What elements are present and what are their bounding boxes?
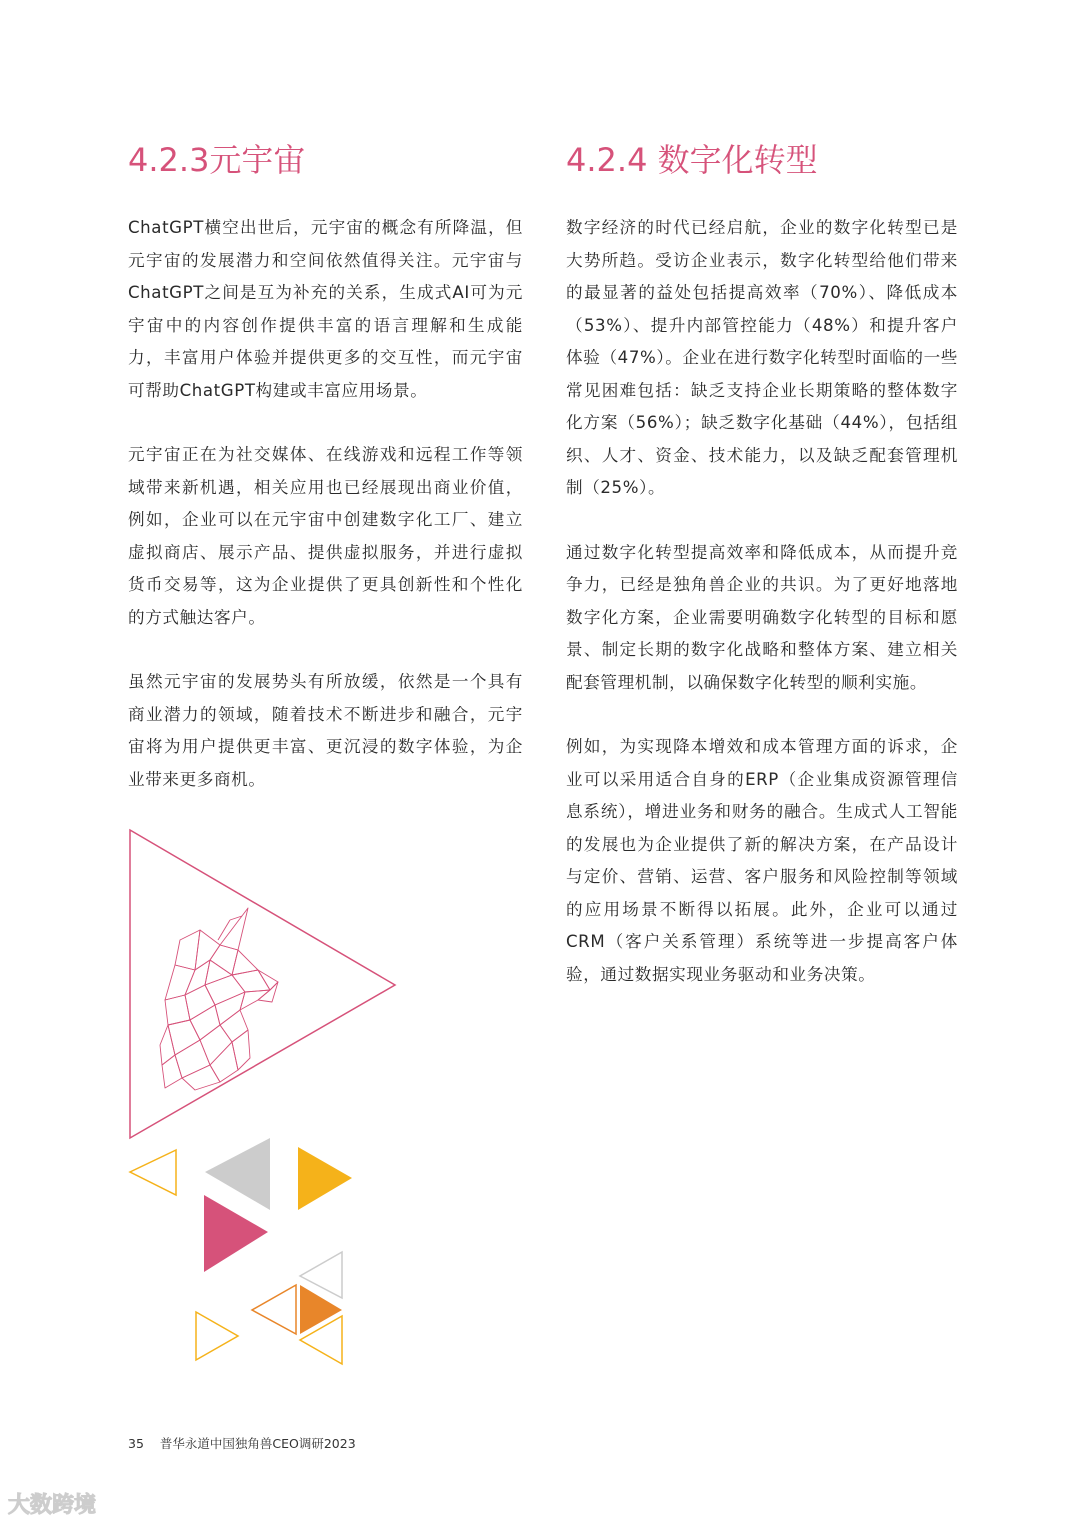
page-footer [128,1434,356,1452]
section-heading-digital-transformation: 4.2.4 数字化转型 [566,141,818,179]
paragraph: 数字经济的时代已经启航，企业的数字化转型已是大势所趋。受访企业表示，数字化转型给他们带来的最显著的益处包括提高效率（70%）、降低成本（53%）、提升内部管控能力（48%）和提升客户体验（47%）。企业在进行数字化转型时面临的一些常见困难包括：缺乏支持企业长期策略的整体数字化方案（56%）；缺乏数字化基础（44%），包括组织、人才、资金、技术能力，以及缺乏配套管理机制（25%）。 [566,218,958,497]
yellow-outline-triangle-small [196,1312,238,1360]
paragraph: 元宇宙正在为社交媒体、在线游戏和远程工作等领域带来新机遇，相关应用也已经展现出商业价值，例如，企业可以在元宇宙中创建数字化工厂、建立虚拟商店、展示产品、提供虚拟服务，并进行虚拟货币交易等，这为企业提供了更具创新性和个性化的方式触达客户。 [128,445,523,627]
paragraph: 虽然元宇宙的发展势头有所放缓，依然是一个具有商业潜力的领域，随着技术不断进步和融合，元宇宙将为用户提供更丰富、更沉浸的数字体验，为企业带来更多商机。 [128,672,523,789]
paragraph: ChatGPT横空出世后，元宇宙的概念有所降温，但元宇宙的发展潜力和空间依然值得关注。元宇宙与ChatGPT之间是互为补充的关系，生成式AI可为元宇宙中的内容创作提供丰富的语言理解和生成能力，丰富用户体验并提供更多的交互性，而元宇宙可帮助ChatGPT构建或丰富应用场景。 [128,218,523,400]
watermark-logo: 大数跨境 [8,1493,97,1518]
yellow-outline-triangle [130,1150,176,1195]
section-heading-metaverse: 4.2.3元宇宙 [128,141,306,179]
left-paragraphs [128,212,523,828]
paragraph: 通过数字化转型提高效率和降低成本，从而提升竞争力，已经是独角兽企业的共识。为了更好地落地数字化方案，企业需要明确数字化转型的目标和愿景、制定长期的数字化战略和整体方案、建立相关配套管理机制，以确保数字化转型的顺利实施。 [566,542,958,692]
orange-solid-triangle [300,1285,342,1334]
orange-outline-triangle [252,1285,296,1334]
decorative-triangles-art [120,820,410,1380]
right-paragraphs [566,212,958,1023]
page-number: 35 [128,1436,144,1451]
gray-solid-triangle [205,1138,270,1210]
pink-solid-triangle [204,1195,268,1272]
paragraph: 例如，为实现降本增效和成本管理方面的诉求，企业可以采用适合自身的ERP（企业集成资源管理信息系统），增进业务和财务的融合。生成式人工智能的发展也为企业提供了新的解决方案，在产品设计与定价、营销、运营、客户服务和风险控制等领域的应用场景不断得以拓展。此外，企业可以通过CRM（客户关系管理）系统等进一步提高客户体验，通过数据实现业务驱动和业务决策。 [566,737,958,984]
yellow-solid-triangle [298,1147,352,1210]
publication-title: 普华永道中国独角兽CEO调研2023 [159,1436,356,1451]
